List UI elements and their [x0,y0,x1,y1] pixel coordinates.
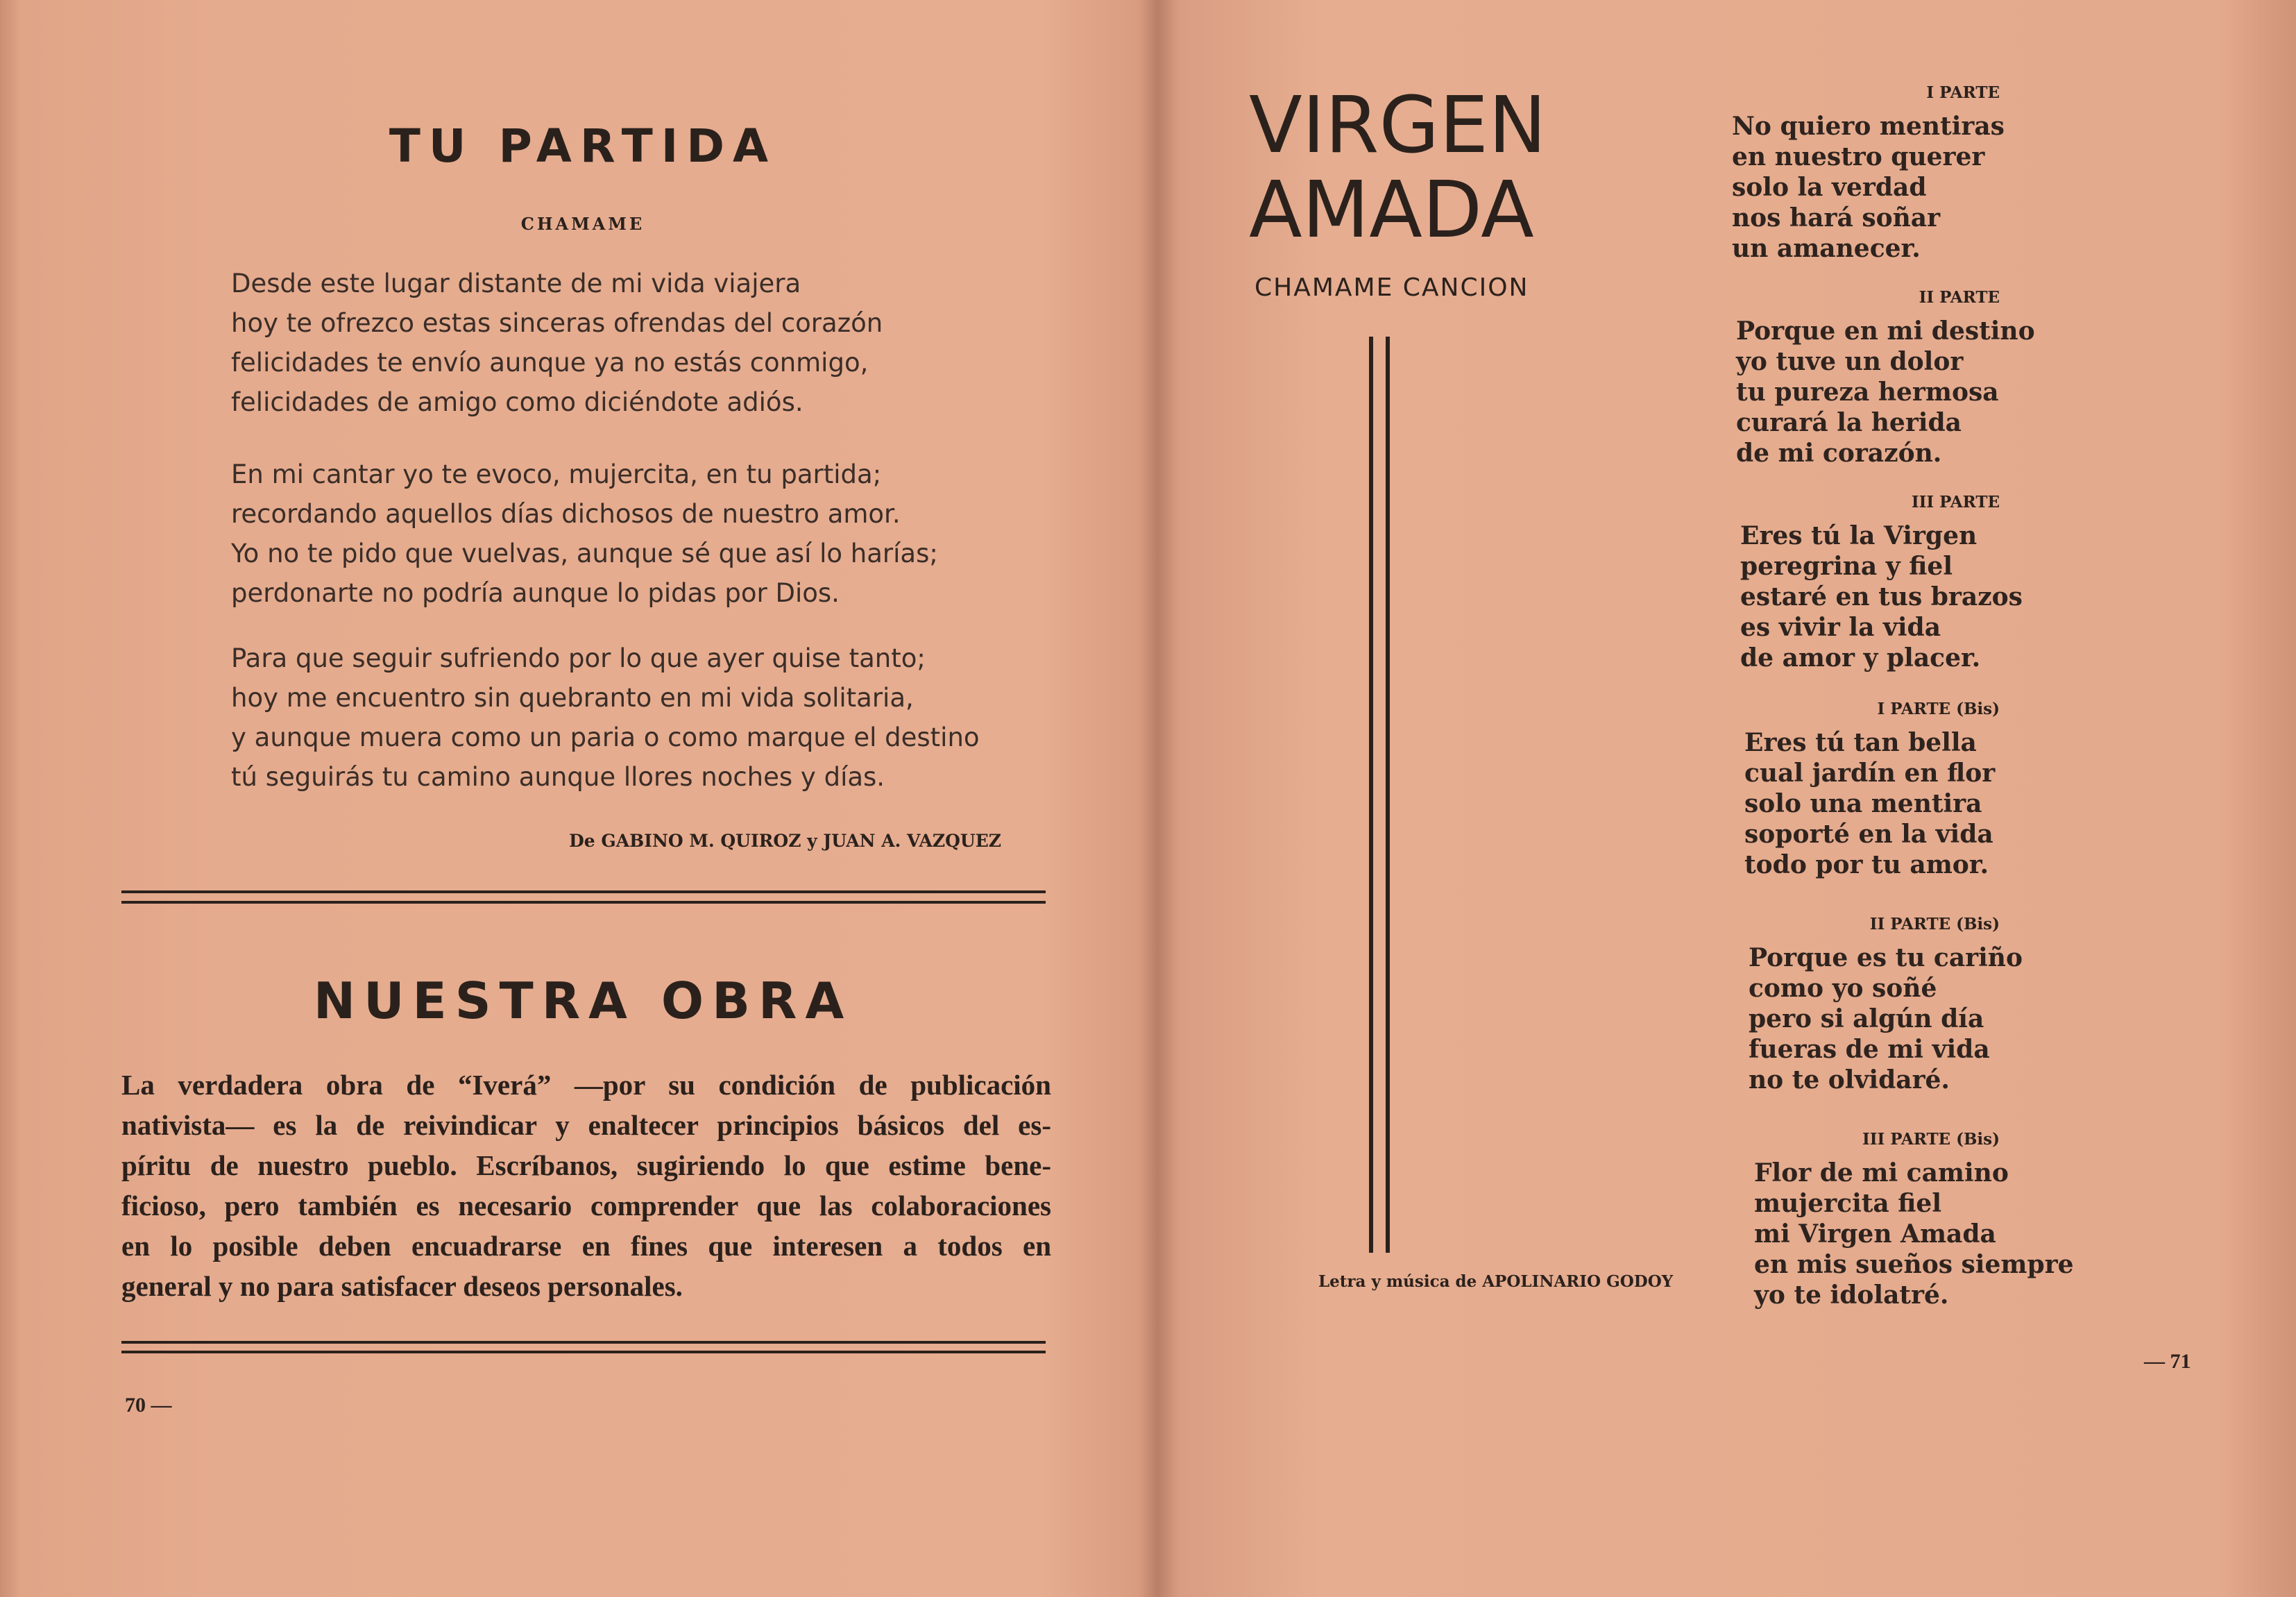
text-line: Yo no te pido que vuelvas, aunque sé que así lo harías; [231,539,938,568]
verse-line: todo por tu amor. [1744,850,1989,879]
text-line: en lo posible deben encuadrarse en fines que interesen a todos en [121,1230,1051,1262]
verse-line: Eres tú tan bella [1744,728,1977,757]
text-line: ficioso, pero también es necesario comprender que las colaboraciones [121,1190,1051,1222]
part-heading: I PARTE [1926,83,2000,102]
verse-line: peregrina y fiel [1740,552,1953,581]
text-line: nativista— es la de reivindicar y enaltecer principios básicos del es- [121,1109,1051,1141]
verse-line: Porque en mi destino [1736,316,2035,346]
verse-line: un amanecer. [1732,234,1921,263]
verse-line: estaré en tus brazos [1740,582,2023,611]
verse-line: de mi corazón. [1736,439,1942,468]
verse-line: de amor y placer. [1740,643,1981,673]
verse-line: No quiero mentiras [1732,112,2005,141]
part-heading: III PARTE (Bis) [1862,1130,2000,1149]
title-line: AMADA [1249,165,1534,255]
text-line: general y no para satisfacer deseos personales. [121,1270,683,1302]
verse-line: no te olvidaré. [1749,1065,1950,1095]
divider [121,1341,1046,1344]
part-heading: II PARTE [1919,288,2000,307]
text-line: Para que seguir sufriendo por lo que ayer quise tanto; [231,643,926,673]
verse-line: cual jardín en flor [1744,759,1996,788]
verse-line: solo la verdad [1732,173,1927,202]
song-credit: De GABINO M. QUIROZ y JUAN A. VAZQUEZ [569,831,1001,851]
verse-line: como yo soñé [1749,974,1937,1003]
verse-line: yo te idolatré. [1754,1281,1949,1310]
verse [1754,1158,2074,1310]
part-heading: III PARTE [1911,493,2000,512]
text-line: y aunque muera como un paria o como marque el destino [231,723,980,752]
section-title-nuestra-obra: NUESTRA OBRA [313,972,853,1030]
verse-line: pero si algún día [1749,1004,1984,1033]
divider [121,890,1046,893]
text-line: Desde este lugar distante de mi vida viajera [231,269,801,298]
part-heading: II PARTE (Bis) [1869,915,2000,933]
vertical-rule [1386,337,1390,1253]
verse-line: soporté en la vida [1744,820,1993,849]
verse [1744,727,1995,880]
divider [121,901,1046,904]
vertical-rule [1369,337,1373,1253]
verse-line: fueras de mi vida [1749,1035,1990,1064]
page-number-left: 70 — [125,1394,172,1417]
text-line: hoy te ofrezco estas sinceras ofrendas del corazón [231,308,883,338]
text-line: tú seguirás tu camino aunque llores noches y días. [231,762,885,792]
text-line: hoy me encuentro sin quebranto en mi vida solitaria, [231,683,914,713]
verse-line: Eres tú la Virgen [1740,521,1978,550]
verse-line: solo una mentira [1744,789,1982,818]
poem-stanza [231,639,980,797]
verse [1732,111,2005,264]
verse-line: curará la herida [1736,408,1962,437]
verse [1749,943,2023,1095]
song-title-tu-partida: TU PARTIDA [389,119,777,173]
divider [121,1351,1046,1353]
verse [1736,316,2035,468]
text-line: perdonarte no podría aunque lo pidas por Dios. [231,578,840,608]
song-genre: CHAMAME CANCION [1255,273,1529,302]
verse-line: en mis sueños siempre [1754,1250,2074,1279]
text-line: En mi cantar yo te evoco, mujercita, en tu partida; [231,459,882,489]
part-heading: I PARTE (Bis) [1877,700,2000,718]
poem-stanza [231,455,938,613]
verse [1740,521,2023,673]
page-number-right: — 71 [2144,1350,2191,1373]
verse-line: tu pureza hermosa [1736,378,1999,407]
verse-line: mi Virgen Amada [1754,1219,1996,1249]
song-genre: CHAMAME [520,214,645,234]
verse-line: es vivir la vida [1740,613,1941,642]
verse-line: nos hará soñar [1732,203,1941,233]
verse-line: mujercita fiel [1754,1189,1941,1218]
text-line: recordando aquellos días dichosos de nuestro amor. [231,499,901,529]
song-credit: Letra y música de APOLINARIO GODOY [1318,1272,1674,1291]
poem-stanza [231,264,883,422]
verse-line: Flor de mi camino [1754,1158,2009,1188]
text-line: La verdadera obra de “Iverá” —por su condición de publicación [121,1069,1051,1101]
title-line: VIRGEN [1249,81,1547,171]
song-title-virgen-amada [1249,83,1547,253]
editorial-paragraph [121,1065,1051,1306]
verse-line: Porque es tu cariño [1749,943,2023,972]
verse-line: yo tuve un dolor [1736,347,1964,376]
verse-line: en nuestro querer [1732,142,1985,171]
text-line: felicidades te envío aunque ya no estás conmigo, [231,348,869,378]
text-line: felicidades de amigo como diciéndote adiós. [231,387,803,417]
text-line: píritu de nuestro pueblo. Escríbanos, sugiriendo lo que estime bene- [121,1149,1051,1181]
